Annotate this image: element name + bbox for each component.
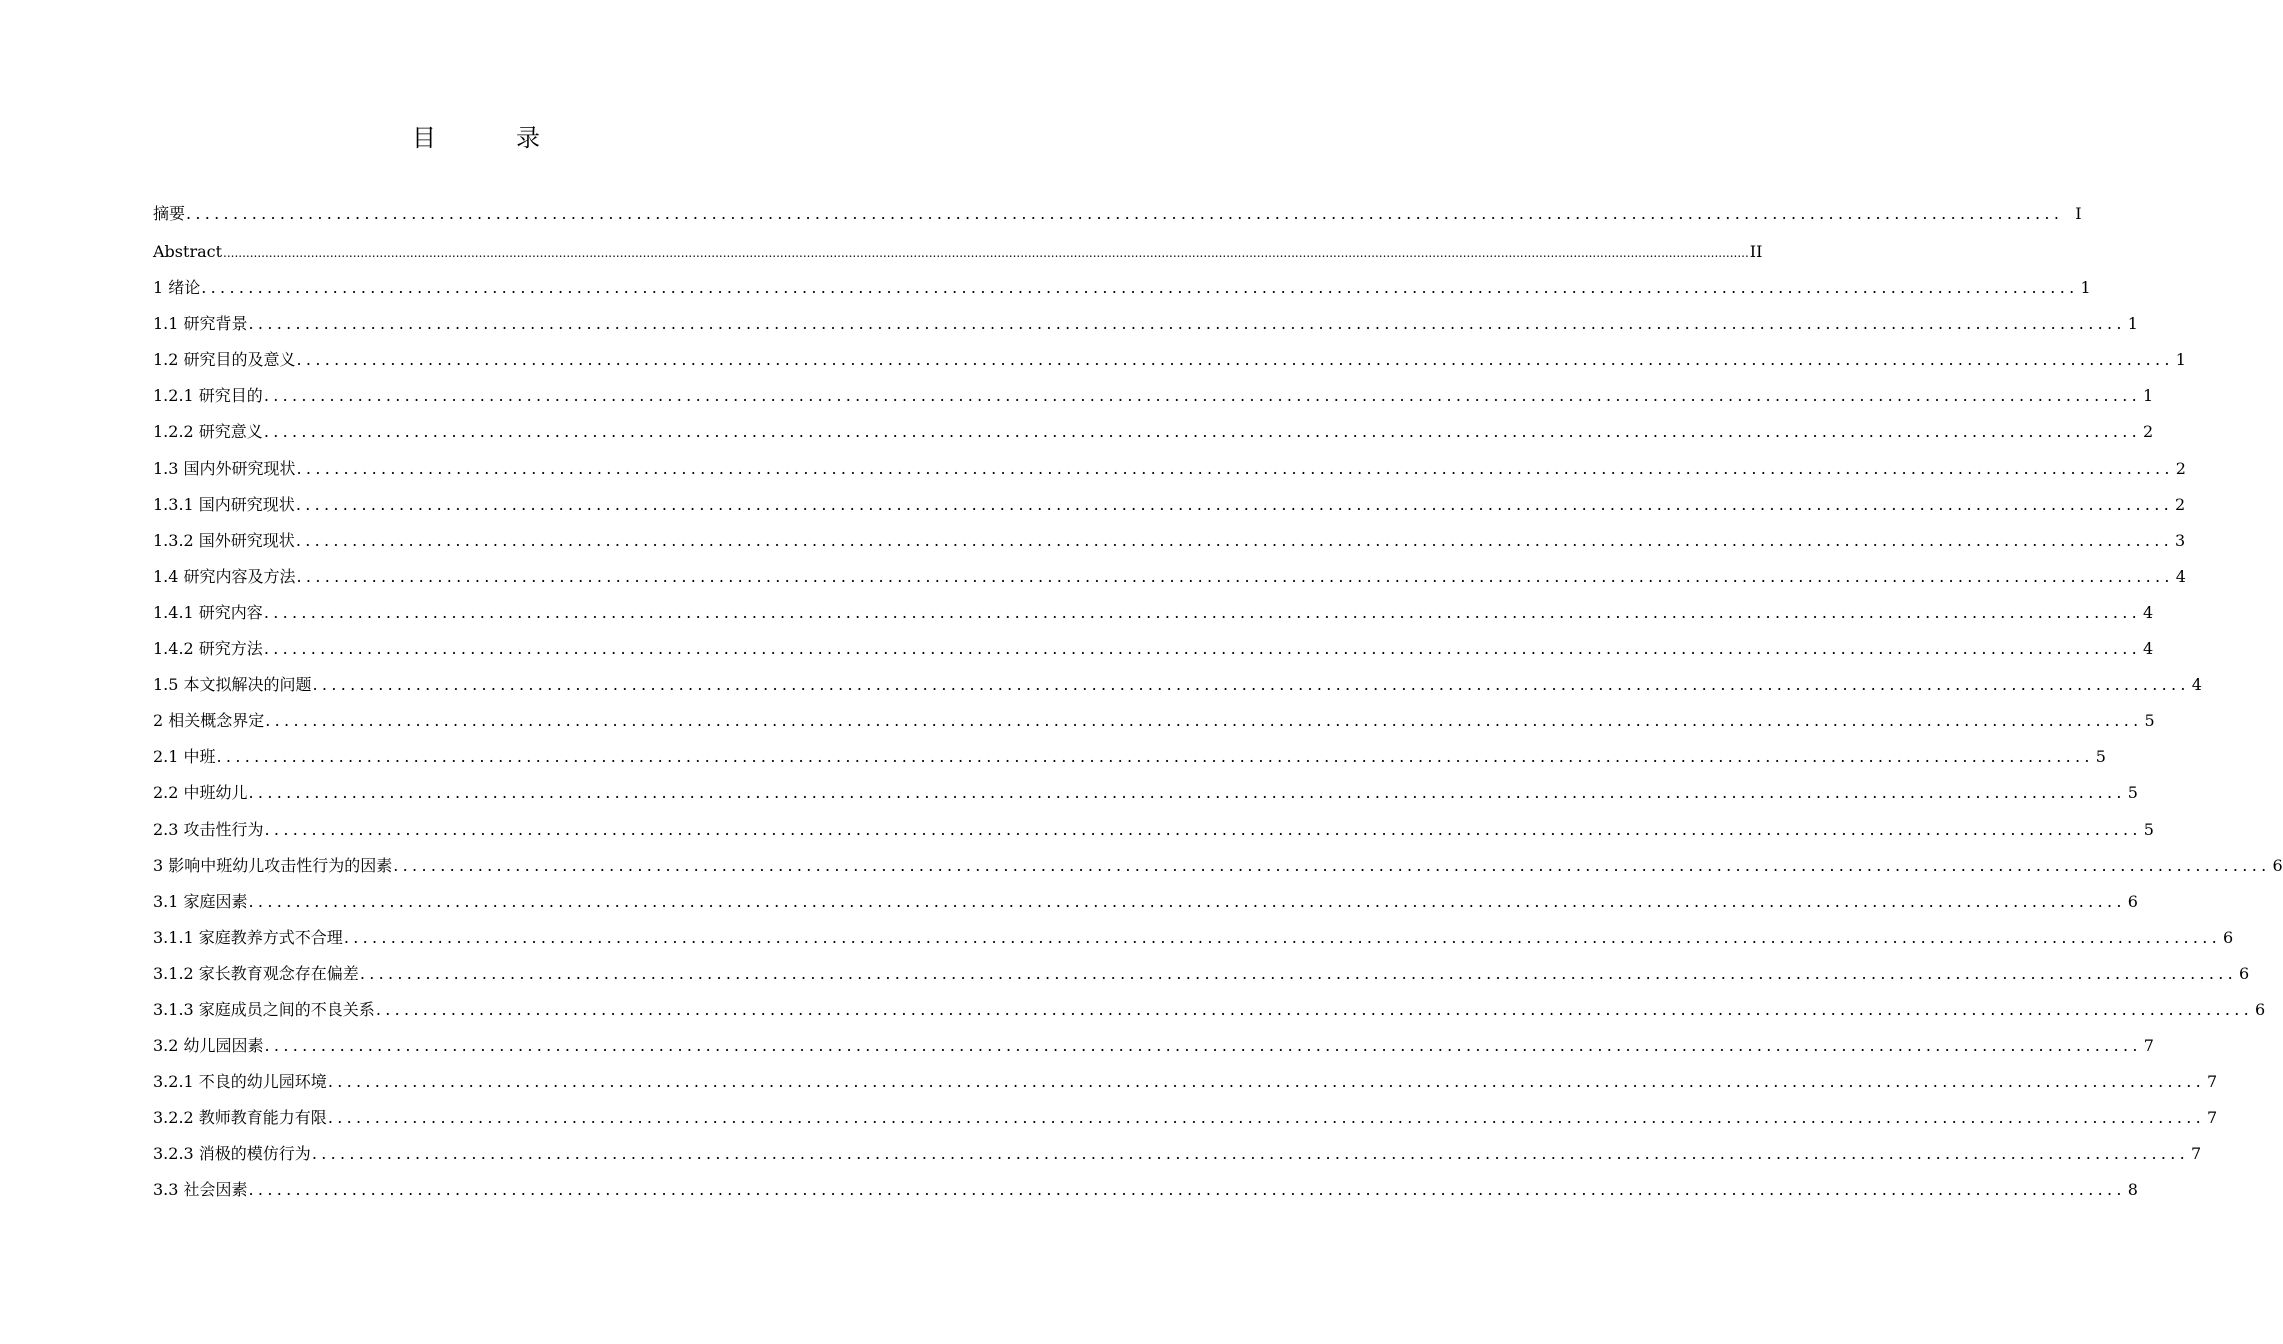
- toc-entry-label: 3.2.1 不良的幼儿园环境: [153, 1072, 327, 1092]
- toc-entry-label: 1.3 国内外研究现状: [153, 458, 296, 478]
- toc-entry-page-number: 1: [2175, 350, 2186, 370]
- toc-dot-leader: ........................................................................................................................................................................................................: [248, 783, 2126, 803]
- toc-entry-page-number: 2: [2143, 422, 2154, 442]
- toc-entry[interactable]: [153, 487, 2186, 523]
- toc-entry-label: 3.3 社会因素: [153, 1180, 248, 1200]
- toc-entry-page-number: II: [1749, 242, 1763, 261]
- toc-entry[interactable]: [153, 378, 2154, 414]
- toc-entry[interactable]: [153, 703, 2155, 739]
- toc-entry-page-number: 1: [2080, 278, 2091, 298]
- toc-dot-leader: ........................................................................................................................................................................................................: [311, 1144, 2189, 1164]
- toc-entry-label: 1.2 研究目的及意义: [153, 350, 296, 370]
- toc-dot-leader: ........................................................................................................................................................................................................: [312, 675, 2190, 695]
- toc-entry[interactable]: [153, 992, 2266, 1028]
- toc-entry-label: 1.2.1 研究目的: [153, 386, 263, 406]
- toc-entry-label: 3.1.1 家庭教养方式不合理: [153, 927, 343, 947]
- toc-entry-label: 1.3.1 国内研究现状: [153, 494, 295, 514]
- toc-entry-page-number: 6: [2272, 855, 2283, 875]
- toc-entry[interactable]: [153, 667, 2202, 703]
- toc-entry-label: 1.4 研究内容及方法: [153, 566, 296, 586]
- toc-entry[interactable]: [153, 196, 2082, 234]
- toc-entry-label: 3.1.2 家长教育观念存在偏差: [153, 963, 359, 983]
- toc-entry[interactable]: [153, 270, 2091, 306]
- toc-entry-page-number: 8: [2127, 1180, 2138, 1200]
- toc-entry-label: 2 相关概念界定: [153, 711, 265, 731]
- toc-entry-page-number: 4: [2143, 639, 2154, 659]
- toc-entry[interactable]: [153, 631, 2154, 667]
- toc-dot-leader: ........................................................................................................................................................................................................: [296, 350, 2174, 370]
- toc-entry-page-number: 2: [2175, 494, 2186, 514]
- toc-entry-label: Abstract: [153, 242, 223, 261]
- toc-dot-leader: ........................................................................................................................................................................................................: [327, 1108, 2205, 1128]
- toc-entry[interactable]: [153, 812, 2154, 848]
- toc-dot-leader: ........................................................................................................................................................................................................: [296, 566, 2174, 586]
- toc-entry-label: 2.1 中班: [153, 747, 216, 767]
- toc-entry-label: 1.2.2 研究意义: [153, 422, 263, 442]
- toc-dot-leader: ........................................................................................................................................................................................................: [359, 963, 2237, 983]
- toc-entry-label: 3.1 家庭因素: [153, 891, 248, 911]
- toc-entry-page-number: 4: [2175, 566, 2186, 586]
- toc-dot-leader: ........................................................................................................................................................................................................: [393, 855, 2271, 875]
- toc-dot-leader: ........................................................................................................................................................................................................: [248, 891, 2126, 911]
- toc-dot-leader: ........................................................................................................................................................................................................: [296, 458, 2174, 478]
- toc-entry-label: 1.1 研究背景: [153, 314, 248, 334]
- toc-dot-leader: ........................................................................................................................................................................................................: [265, 711, 2143, 731]
- toc-entry-label: 3 影响中班幼儿攻击性行为的因素: [153, 855, 393, 875]
- toc-entry[interactable]: [153, 414, 2154, 450]
- toc-list: [153, 196, 2283, 1209]
- toc-dot-leader: ........................................................................................................................................................................................................: [216, 747, 2094, 767]
- toc-entry[interactable]: [153, 1028, 2154, 1064]
- toc-entry-page-number: 5: [2143, 819, 2154, 839]
- toc-entry[interactable]: [153, 884, 2138, 920]
- toc-entry-page-number: 4: [2191, 675, 2202, 695]
- toc-entry-page-number: 7: [2207, 1072, 2218, 1092]
- toc-entry-label: 1.3.2 国外研究现状: [153, 530, 295, 550]
- toc-dot-leader: ........................................................................................................................................................................................................: [295, 530, 2173, 550]
- toc-entry-label: 1.4.2 研究方法: [153, 639, 263, 659]
- toc-entry-page-number: 1: [2143, 386, 2154, 406]
- toc-entry-label: 1.4.1 研究内容: [153, 602, 263, 622]
- toc-dot-leader: ........................................................................................................................................................................................................: [375, 999, 2253, 1019]
- toc-entry-label: 3.2.3 消极的模仿行为: [153, 1144, 311, 1164]
- toc-entry-page-number: 7: [2191, 1144, 2202, 1164]
- toc-entry[interactable]: [153, 523, 2186, 559]
- toc-entry[interactable]: [153, 1100, 2218, 1136]
- toc-entry[interactable]: [153, 1136, 2202, 1172]
- toc-dot-leader: ........................................................................................................................................................................................................: [263, 422, 2141, 442]
- toc-entry-page-number: 6: [2255, 999, 2266, 1019]
- toc-entry-label: 摘要: [153, 204, 186, 223]
- toc-entry-page-number: 4: [2143, 602, 2154, 622]
- toc-entry-page-number: 3: [2175, 530, 2186, 550]
- toc-entry[interactable]: [153, 342, 2186, 378]
- toc-entry[interactable]: [153, 234, 1763, 270]
- toc-entry-label: 2.2 中班幼儿: [153, 783, 248, 803]
- toc-entry[interactable]: [153, 306, 2138, 342]
- toc-dot-leader: ........................................................................................................................................................................................................: [201, 278, 2079, 298]
- toc-entry-label: 2.3 攻击性行为: [153, 819, 264, 839]
- toc-entry[interactable]: [153, 920, 2234, 956]
- toc-dot-leader: ........................................................................................................................................................................................................: [186, 204, 2064, 223]
- toc-entry[interactable]: [153, 595, 2154, 631]
- toc-entry-page-number: 5: [2127, 783, 2138, 803]
- toc-entry-label: 3.1.3 家庭成员之间的不良关系: [153, 999, 375, 1019]
- toc-dot-leader: ........................................................................................................................................................................................................: [263, 602, 2141, 622]
- toc-entry[interactable]: [153, 1172, 2138, 1208]
- toc-dot-leader: ........................................................................................................................................................................................................: [327, 1072, 2205, 1092]
- toc-entry-page-number: 1: [2127, 314, 2138, 334]
- toc-entry-page-number: 6: [2127, 891, 2138, 911]
- toc-entry-label: 3.2 幼儿园因素: [153, 1036, 264, 1056]
- toc-dot-leader: ........................................................................................................................................................................................................: [295, 494, 2173, 514]
- toc-dot-leader: ........................................................................................................................................................................................................: [248, 314, 2126, 334]
- toc-entry[interactable]: [153, 848, 2283, 884]
- toc-entry-page-number: 5: [2144, 711, 2155, 731]
- toc-dot-leader: ........................................................................................................................................................................................................: [263, 386, 2141, 406]
- toc-entry[interactable]: [153, 1064, 2218, 1100]
- toc-entry[interactable]: [153, 451, 2186, 487]
- toc-dot-leader: ........................................................................................................................................................................................................: [343, 927, 2221, 947]
- toc-dot-leader: ........................................................................................................................................................................................................: [264, 1036, 2142, 1056]
- toc-entry-page-number: 7: [2207, 1108, 2218, 1128]
- toc-dot-leader: ........................................................................................................................................................................................................: [248, 1180, 2126, 1200]
- toc-entry[interactable]: [153, 739, 2106, 775]
- toc-entry-page-number: I: [2075, 204, 2082, 223]
- toc-entry[interactable]: [153, 775, 2138, 811]
- toc-entry-page-number: 6: [2239, 963, 2250, 983]
- toc-entry-page-number: 5: [2095, 747, 2106, 767]
- toc-entry-page-number: 2: [2175, 458, 2186, 478]
- toc-entry-label: 1 绪论: [153, 278, 201, 298]
- toc-title: 目 录: [412, 124, 568, 152]
- toc-dot-leader: ........................................................................................................................................................................................................: [263, 639, 2141, 659]
- toc-entry-page-number: 6: [2223, 927, 2234, 947]
- toc-entry-label: 3.2.2 教师教育能力有限: [153, 1108, 327, 1128]
- toc-dot-leader: ........................................................................................................................................................................................................: [264, 819, 2142, 839]
- toc-entry[interactable]: [153, 956, 2250, 992]
- toc-dot-leader: ................................................................................................................................................................................................................................................................................................................................................................................................................: [223, 246, 1749, 260]
- toc-entry[interactable]: [153, 559, 2186, 595]
- toc-entry-label: 1.5 本文拟解决的问题: [153, 675, 312, 695]
- toc-entry-page-number: 7: [2143, 1036, 2154, 1056]
